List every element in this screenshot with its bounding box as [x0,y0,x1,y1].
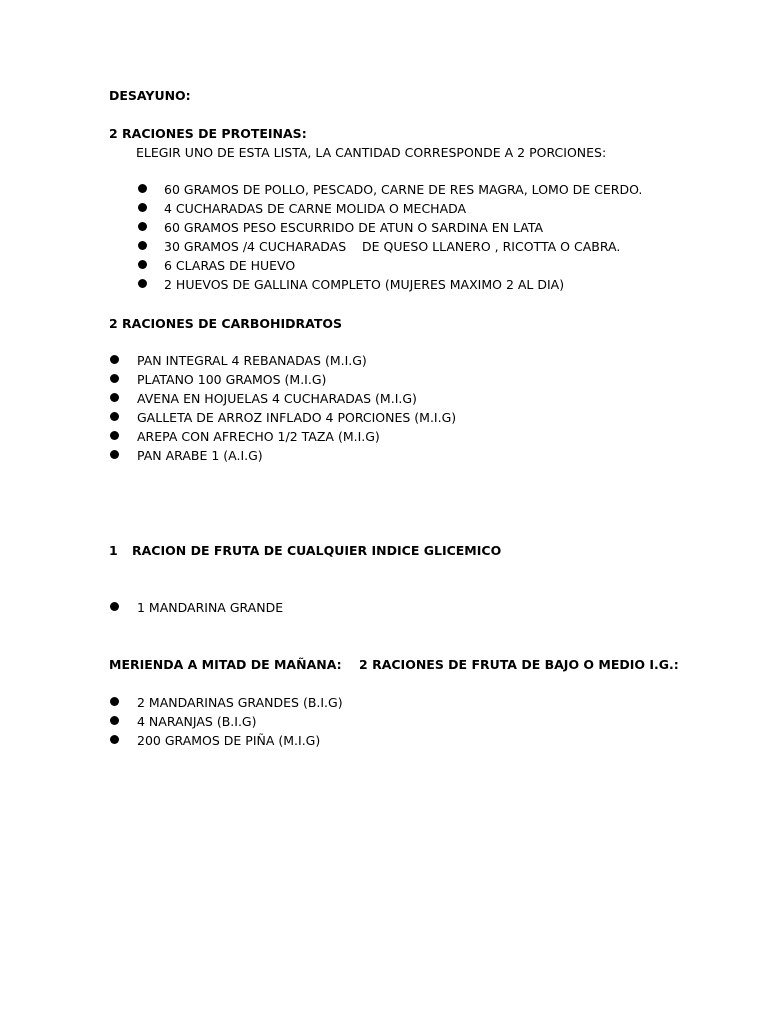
bullet-icon [110,355,119,364]
list-item [164,237,642,256]
bullet-icon [110,697,119,706]
carbohidratos-heading: 2 RACIONES DE CARBOHIDRATOS [109,316,343,331]
list-item-text: 6 CLARAS DE HUEVO [164,258,296,273]
merienda-list [137,693,343,750]
proteinas-intro: ELEGIR UNO DE ESTA LISTA, LA CANTIDAD CORRESPONDE A 2 PORCIONES: [136,145,607,160]
list-item-text: 1 MANDARINA GRANDE [137,600,284,615]
list-item-text: 60 GRAMOS PESO ESCURRIDO DE ATUN O SARDINA EN LATA [164,220,544,235]
list-item-text: PAN ARABE 1 (A.I.G) [137,448,263,463]
list-item [137,446,456,465]
bullet-icon [138,203,147,212]
carbohidratos-list [137,351,456,465]
proteinas-list [164,180,642,294]
list-item [137,370,456,389]
desayuno-heading: DESAYUNO: [109,88,191,103]
bullet-icon [110,716,119,725]
list-item-text: AVENA EN HOJUELAS 4 CUCHARADAS (M.I.G) [137,391,417,406]
bullet-icon [110,374,119,383]
list-item [137,427,456,446]
list-item-text: 4 NARANJAS (B.I.G) [137,714,257,729]
list-item [164,218,642,237]
list-item-text: 60 GRAMOS DE POLLO, PESCADO, CARNE DE RES MAGRA, LOMO DE CERDO. [164,182,643,197]
bullet-icon [138,184,147,193]
list-item [164,256,642,275]
list-item [164,199,642,218]
list-item-text: 30 GRAMOS /4 CUCHARADAS DE QUESO LLANERO , RICOTTA O CABRA. [164,239,621,254]
list-item-text: PLATANO 100 GRAMOS (M.I.G) [137,372,327,387]
list-item-text: 4 CUCHARADAS DE CARNE MOLIDA O MECHADA [164,201,467,216]
bullet-icon [138,222,147,231]
list-item [137,389,456,408]
list-item-text: GALLETA DE ARROZ INFLADO 4 PORCIONES (M.I.G) [137,410,457,425]
list-item [164,180,642,199]
bullet-icon [138,241,147,250]
bullet-icon [110,431,119,440]
list-item-text: 2 HUEVOS DE GALLINA COMPLETO (MUJERES MAXIMO 2 AL DIA) [164,277,565,292]
list-item-text: 2 MANDARINAS GRANDES (B.I.G) [137,695,343,710]
bullet-icon [110,393,119,402]
list-item [137,408,456,427]
bullet-icon [138,260,147,269]
bullet-icon [138,279,147,288]
bullet-icon [110,602,119,611]
bullet-icon [110,735,119,744]
list-item-text: 200 GRAMOS DE PIÑA (M.I.G) [137,733,321,748]
list-item [137,712,343,731]
fruta-list [137,598,283,617]
list-item [137,731,343,750]
list-item [137,598,283,617]
list-item [164,275,642,294]
fruta-heading: RACION DE FRUTA DE CUALQUIER INDICE GLICEMICO [132,543,502,558]
list-item-text: PAN INTEGRAL 4 REBANADAS (M.I.G) [137,353,367,368]
list-item [137,351,456,370]
merienda-heading: MERIENDA A MITAD DE MAÑANA: 2 RACIONES DE FRUTA DE BAJO O MEDIO I.G.: [109,657,679,672]
list-item-text: AREPA CON AFRECHO 1/2 TAZA (M.I.G) [137,429,380,444]
list-item [137,693,343,712]
bullet-icon [110,450,119,459]
bullet-icon [110,412,119,421]
fruta-number: 1 [109,543,118,558]
proteinas-heading: 2 RACIONES DE PROTEINAS: [109,126,307,141]
